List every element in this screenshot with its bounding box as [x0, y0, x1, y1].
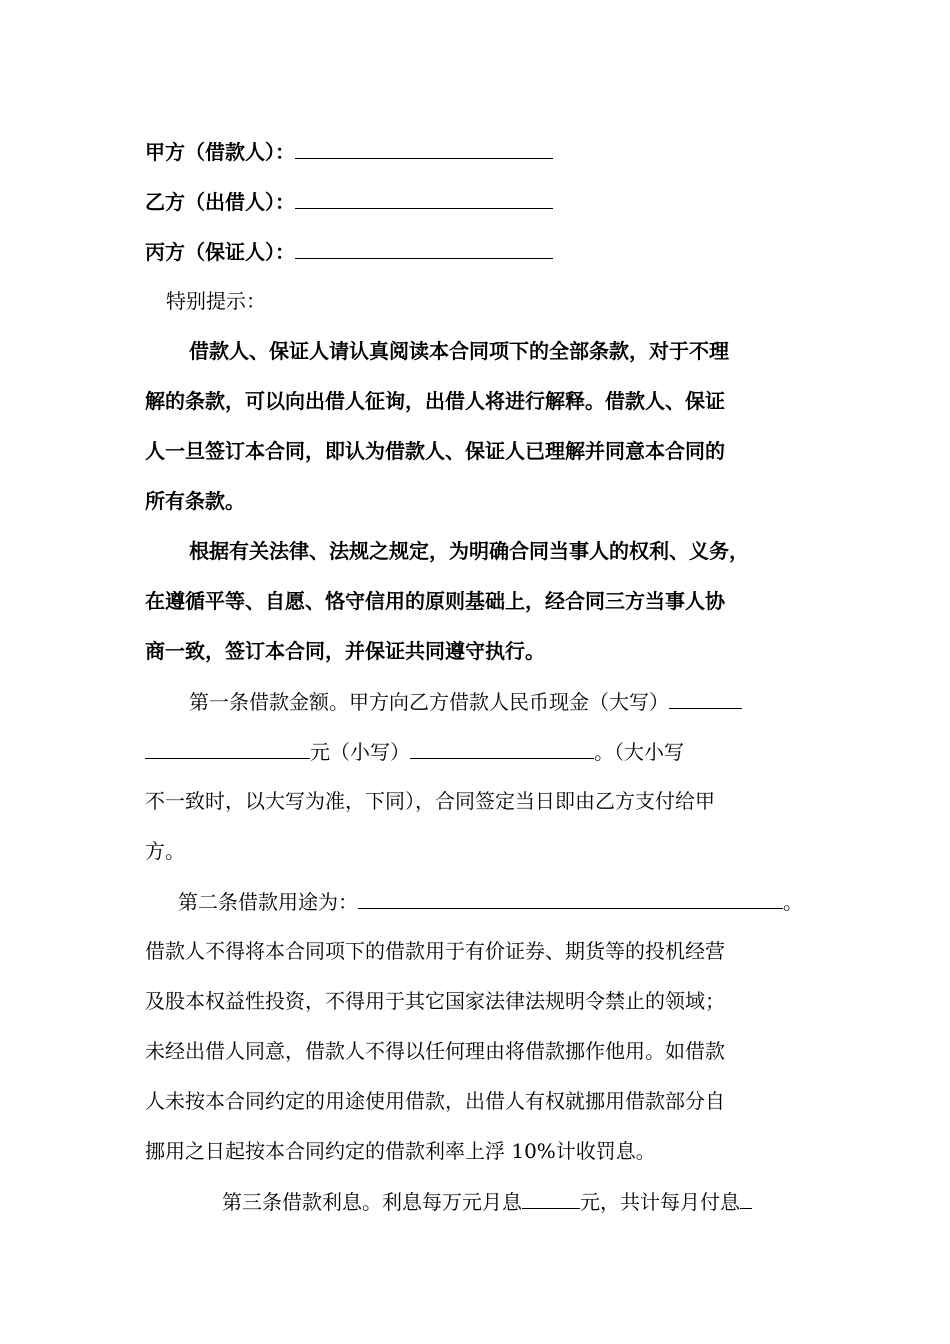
notice-para1-line: 人一旦签订本合同，即认为借款人、保证人已理解并同意本合同的	[145, 439, 725, 463]
notice-para1-line: 解的条款，可以向出借人征询，出借人将进行解释。借款人、保证	[145, 389, 725, 413]
amount-lowercase-blank[interactable]	[410, 738, 594, 759]
party-yi-line	[145, 188, 553, 215]
loan-purpose-blank[interactable]	[358, 888, 783, 909]
party-jia-blank[interactable]	[295, 138, 553, 159]
amount-uppercase-blank-cont[interactable]	[145, 738, 310, 759]
party-jia-line	[145, 138, 553, 165]
article2-text: 第二条借款用途为：	[178, 890, 358, 914]
article1-text: 第一条借款金额。甲方向乙方借款人民币现金（大写）	[189, 690, 669, 714]
party-bing-blank[interactable]	[295, 238, 553, 259]
article2-line: 借款人不得将本合同项下的借款用于有价证券、期货等的投机经营	[145, 939, 725, 963]
notice-title: 特别提示：	[166, 289, 266, 313]
amount-uppercase-blank[interactable]	[669, 688, 742, 709]
article1-note: 。（大小写	[594, 740, 684, 764]
party-bing-line	[145, 238, 553, 265]
notice-para2-line: 在遵循平等、自愿、恪守信用的原则基础上，经合同三方当事人协	[145, 589, 725, 613]
party-jia-label: 甲方（借款人）：	[145, 140, 295, 164]
article2-line: 挪用之日起按本合同约定的借款利率上浮 10%计收罚息。	[145, 1139, 656, 1163]
party-bing-label: 丙方（保证人）：	[145, 240, 295, 264]
notice-para2-line: 根据有关法律、法规之规定，为明确合同当事人的权利、义务，	[189, 539, 749, 563]
article1-yuan-lower: 元（小写）	[310, 740, 410, 764]
article2-end: 。	[783, 890, 803, 914]
article2-line: 未经出借人同意，借款人不得以任何理由将借款挪作他用。如借款	[145, 1039, 725, 1063]
monthly-payment-blank[interactable]	[740, 1188, 752, 1209]
notice-para1-line: 借款人、保证人请认真阅读本合同项下的全部条款，对于不理	[189, 339, 729, 363]
monthly-interest-blank[interactable]	[522, 1188, 580, 1209]
article1-line	[145, 738, 684, 765]
article2-line: 人未按本合同约定的用途使用借款，出借人有权就挪用借款部分自	[145, 1089, 725, 1113]
party-yi-label: 乙方（出借人）：	[145, 190, 295, 214]
article2-line: 及股本权益性投资，不得用于其它国家法律法规明令禁止的领域；	[145, 989, 725, 1013]
article1-line	[189, 688, 742, 715]
article2-line	[178, 888, 803, 915]
party-yi-blank[interactable]	[295, 188, 553, 209]
article3-text: 第三条借款利息。利息每万元月息	[222, 1190, 522, 1214]
article3-mid: 元，共计每月付息	[580, 1190, 740, 1214]
article1-line: 不一致时，以大写为准，下同），合同签定当日即由乙方支付给甲	[145, 789, 715, 813]
notice-para1-line: 所有条款。	[145, 489, 245, 513]
article1-line: 方。	[145, 839, 185, 863]
article3-line	[222, 1188, 752, 1215]
notice-para2-line: 商一致，签订本合同，并保证共同遵守执行。	[145, 639, 545, 663]
